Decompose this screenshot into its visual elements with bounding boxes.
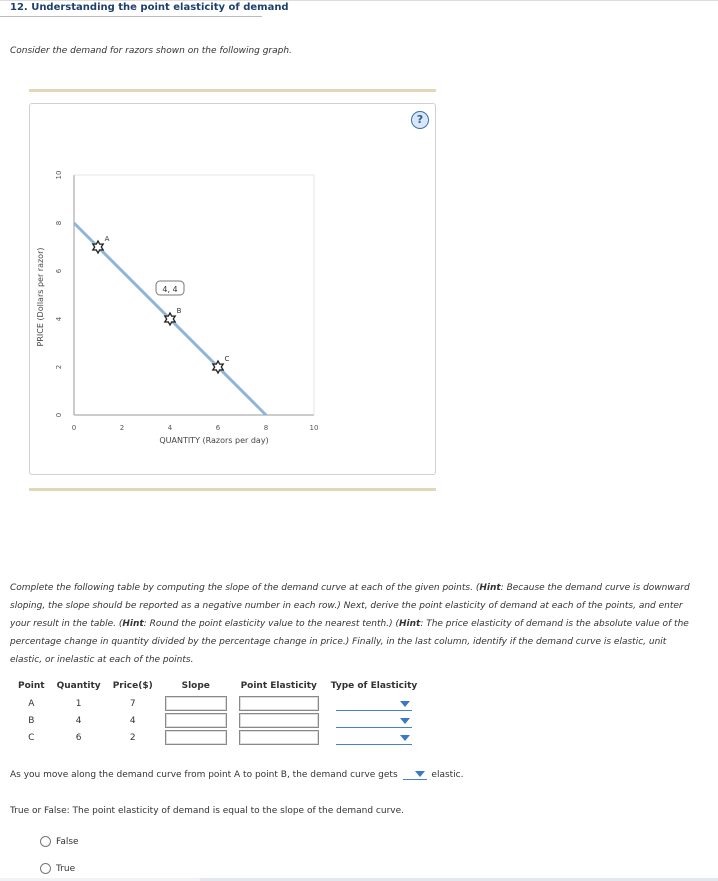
col-header-price: Price($) bbox=[112, 681, 153, 691]
slope-input-a[interactable] bbox=[165, 696, 227, 711]
slope-input-b[interactable] bbox=[165, 713, 227, 728]
point-label-a: A bbox=[104, 235, 110, 243]
elasticity-input-c[interactable] bbox=[239, 730, 319, 745]
cell-quantity: 6 bbox=[75, 732, 82, 743]
col-header-type: Type of Elasticity bbox=[330, 681, 418, 691]
help-icon[interactable]: ? bbox=[411, 111, 429, 129]
y-tick-label: 6 bbox=[55, 268, 63, 274]
col-header-point-elasticity: Point Elasticity bbox=[240, 681, 317, 691]
col-header-slope: Slope bbox=[181, 681, 210, 691]
slope-input-c[interactable] bbox=[165, 730, 227, 745]
x-tick-label: 2 bbox=[119, 424, 125, 432]
x-tick-label: 10 bbox=[309, 424, 319, 432]
table-row bbox=[12, 712, 423, 729]
col-header-point: Point bbox=[18, 681, 45, 691]
question-true-false: True or False: The point elasticity of demand is equal to the slope of the demand curve. bbox=[10, 806, 404, 816]
type-dropdown-b[interactable] bbox=[336, 714, 412, 728]
option-false[interactable] bbox=[40, 836, 79, 847]
x-axis-label: QUANTITY (Razors per day) bbox=[159, 436, 269, 445]
x-tick-label: 8 bbox=[263, 424, 269, 432]
cell-point: B bbox=[28, 715, 35, 726]
cell-quantity: 1 bbox=[75, 698, 82, 709]
radio-button[interactable] bbox=[40, 863, 51, 874]
radio-button[interactable] bbox=[40, 836, 51, 847]
table-row bbox=[12, 729, 423, 746]
cell-price: 7 bbox=[129, 698, 136, 709]
hint-label: Hint bbox=[398, 619, 421, 629]
page-title: 12. Understanding the point elasticity of demand bbox=[10, 2, 289, 13]
y-axis-label: PRICE (Dollars per razor) bbox=[36, 247, 45, 347]
y-tick-label: 0 bbox=[55, 412, 63, 418]
hint-label: Hint bbox=[479, 583, 501, 593]
x-tick-label: 4 bbox=[167, 424, 173, 432]
x-tick-label: 6 bbox=[215, 424, 221, 432]
cell-quantity: 4 bbox=[75, 715, 82, 726]
chart-marks bbox=[74, 223, 266, 415]
type-dropdown-c[interactable] bbox=[336, 731, 412, 745]
option-label: False bbox=[56, 836, 79, 847]
elasticity-input-b[interactable] bbox=[239, 713, 319, 728]
y-tick-label: 4 bbox=[55, 316, 63, 322]
cell-point: A bbox=[28, 698, 35, 709]
y-tick-label: 2 bbox=[55, 364, 63, 370]
cell-price: 2 bbox=[129, 732, 136, 743]
chevron-down-icon bbox=[400, 718, 410, 724]
instructions-paragraph: Complete the following table by computing the slope of the demand curve at each of the given points. (Hint: Because the demand curve is downward sloping, the slope should be reported as a negative number in each row.) Next, derive the point elasticity of demand at each of the points, and enter your result in the table. (Hint: Round the point elasticity value to the nearest tenth.) (Hint: The price elasticity of demand is the absolute value of the percentage change in quantity divided by the percentage change in price.) Finally, in the last column, identify if the demand curve is elastic, unit elastic, or inelastic at each of the points. bbox=[10, 583, 690, 665]
col-header-quantity: Quantity bbox=[56, 681, 101, 691]
y-tick-label: 8 bbox=[55, 220, 63, 226]
x-tick-label: 0 bbox=[71, 424, 77, 432]
elasticity-change-dropdown[interactable] bbox=[403, 769, 427, 780]
point-label-c: C bbox=[224, 355, 230, 363]
elasticity-table bbox=[12, 677, 423, 746]
intro-text: Consider the demand for razors shown on the following graph. bbox=[10, 46, 292, 56]
chevron-down-icon bbox=[400, 701, 410, 707]
cell-price: 4 bbox=[129, 715, 136, 726]
chevron-down-icon bbox=[400, 735, 410, 741]
chevron-down-icon bbox=[415, 771, 425, 777]
table-row bbox=[12, 695, 423, 712]
y-tick-label: 10 bbox=[55, 170, 63, 180]
type-dropdown-a[interactable] bbox=[336, 697, 412, 711]
question-elasticity-change: As you move along the demand curve from point A to point B, the demand curve gets elastic. bbox=[10, 770, 464, 780]
hint-label: Hint bbox=[122, 619, 144, 629]
table-header-row bbox=[12, 677, 423, 695]
option-label: True bbox=[56, 863, 76, 874]
option-true[interactable] bbox=[40, 863, 75, 874]
graph-bottom-divider bbox=[29, 488, 436, 491]
point-tooltip-label: 4, 4 bbox=[162, 285, 178, 294]
point-label-b: B bbox=[176, 307, 182, 315]
elasticity-input-a[interactable] bbox=[239, 696, 319, 711]
cell-point: C bbox=[28, 732, 35, 743]
